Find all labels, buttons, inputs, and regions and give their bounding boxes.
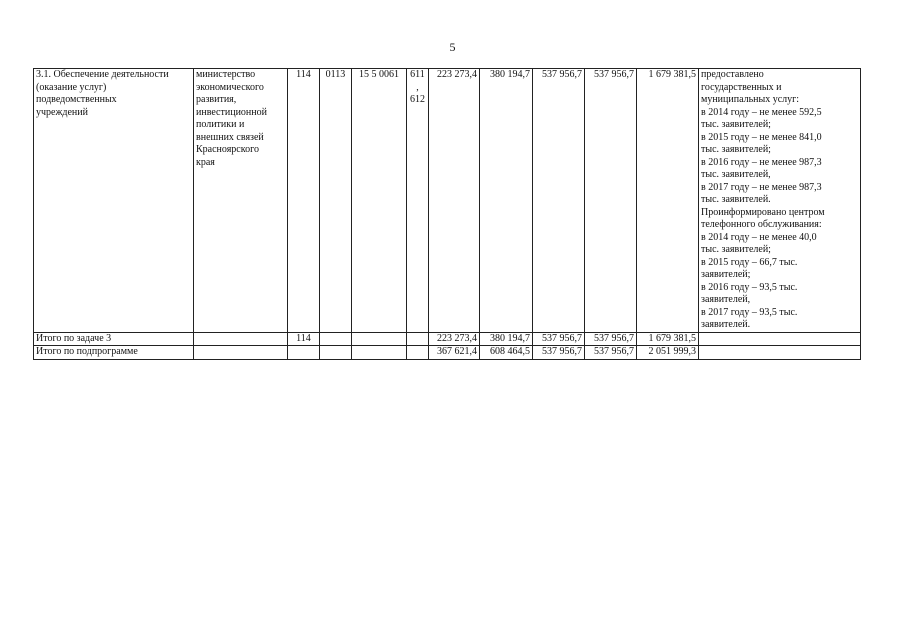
grbs-line: политики и — [196, 119, 245, 130]
result-line: тыс. заявителей, — [701, 169, 771, 180]
grbs-cell — [194, 69, 288, 333]
empty-cell — [699, 332, 861, 346]
empty-cell — [320, 332, 352, 346]
task-total-2015: 380 194,7 — [480, 332, 533, 346]
vr-code-line: , — [416, 81, 419, 93]
csr-code-cell: 15 5 0061 — [352, 69, 407, 333]
task-total-sum: 1 679 381,5 — [637, 332, 699, 346]
result-line: предоставлено — [701, 69, 764, 80]
task-total-2014: 223 273,4 — [429, 332, 480, 346]
grbs-line: Красноярского — [196, 144, 259, 155]
result-line: в 2017 году – 93,5 тыс. — [701, 306, 798, 318]
subprogram-total-2016: 537 956,7 — [533, 346, 585, 360]
subprogram-activities-table — [33, 68, 861, 360]
vr-code-line: 612 — [410, 94, 425, 105]
empty-cell — [407, 332, 429, 346]
result-line: в 2016 году – не менее 987,3 — [701, 156, 822, 168]
activity-name-line: подведомственных — [36, 94, 117, 105]
empty-cell — [320, 346, 352, 360]
grbs-line: края — [196, 156, 215, 168]
result-line: тыс. заявителей; — [701, 144, 771, 155]
result-line: заявителей, — [701, 294, 751, 305]
vr-code-cell — [407, 69, 429, 333]
empty-cell — [194, 332, 288, 346]
activity-name-line: 3.1. Обеспечение деятельности — [36, 69, 169, 80]
expected-result-cell — [699, 69, 861, 333]
amount-2017-cell: 537 956,7 — [585, 69, 637, 333]
empty-cell — [352, 332, 407, 346]
empty-cell — [352, 346, 407, 360]
table-row-activity-3-1 — [34, 69, 861, 333]
result-line: телефонного обслуживания: — [701, 219, 822, 230]
grbs-line: развития, — [196, 94, 237, 105]
activity-name-cell — [34, 69, 194, 333]
table-row-task-total — [34, 332, 861, 346]
amount-2015-cell: 380 194,7 — [480, 69, 533, 333]
result-line: в 2016 году – 93,5 тыс. — [701, 281, 798, 293]
subprogram-total-sum: 2 051 999,3 — [637, 346, 699, 360]
subprogram-total-2017: 537 956,7 — [585, 346, 637, 360]
page-number: 5 — [449, 40, 456, 54]
result-line: в 2014 году – не менее 40,0 — [701, 231, 817, 243]
result-line: тыс. заявителей; — [701, 119, 771, 130]
subprogram-total-label: Итого по подпрограмме — [34, 346, 194, 360]
grbs-line: министерство — [196, 69, 256, 80]
empty-cell — [699, 346, 861, 360]
activity-name-line: учреждений — [36, 106, 88, 118]
activity-name-line: (оказание услуг) — [36, 81, 107, 93]
grbs-line: внешних связей — [196, 131, 264, 143]
result-line: тыс. заявителей. — [701, 194, 771, 205]
result-line: тыс. заявителей; — [701, 244, 771, 255]
result-line: в 2015 году – 66,7 тыс. — [701, 256, 798, 268]
result-line: муниципальных услуг: — [701, 94, 800, 105]
grbs-line: экономического — [196, 81, 264, 93]
result-line: государственных и — [701, 81, 782, 93]
rzpr-code-cell: 0113 — [320, 69, 352, 333]
grbs-line: инвестиционной — [196, 106, 267, 118]
task-total-2016: 537 956,7 — [533, 332, 585, 346]
amount-2014-cell: 223 273,4 — [429, 69, 480, 333]
empty-cell — [194, 346, 288, 360]
amount-total-cell: 1 679 381,5 — [637, 69, 699, 333]
result-line: заявителей. — [701, 319, 751, 330]
result-line: в 2015 году – не менее 841,0 — [701, 131, 822, 143]
task-total-code: 114 — [288, 332, 320, 346]
task-total-label: Итого по задаче 3 — [34, 332, 194, 346]
empty-cell — [407, 346, 429, 360]
subprogram-total-2015: 608 464,5 — [480, 346, 533, 360]
result-line: Проинформировано центром — [701, 206, 825, 218]
vr-code-line: 611 — [410, 69, 425, 80]
empty-cell — [288, 346, 320, 360]
result-line: заявителей; — [701, 269, 751, 280]
grbs-code-cell: 114 — [288, 69, 320, 333]
amount-2016-cell: 537 956,7 — [533, 69, 585, 333]
table-row-subprogram-total — [34, 346, 861, 360]
result-line: в 2014 году – не менее 592,5 — [701, 106, 822, 118]
result-line: в 2017 году – не менее 987,3 — [701, 181, 822, 193]
task-total-2017: 537 956,7 — [585, 332, 637, 346]
subprogram-total-2014: 367 621,4 — [429, 346, 480, 360]
